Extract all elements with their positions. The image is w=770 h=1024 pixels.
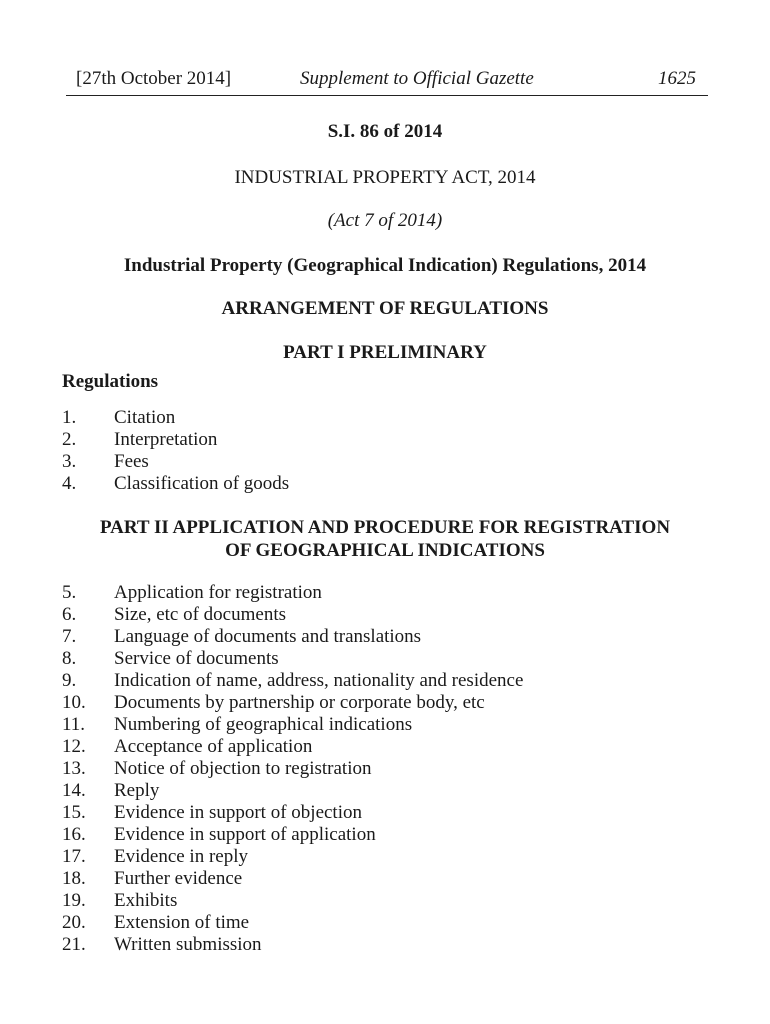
item-text: Classification of goods <box>114 473 290 494</box>
item-text: Numbering of geographical indications <box>114 714 413 735</box>
item-text: Size, etc of documents <box>114 604 287 625</box>
part1-title: PART I PRELIMINARY <box>283 342 487 363</box>
part2-title-line1: PART II APPLICATION AND PROCEDURE FOR REGISTRATION <box>99 517 671 538</box>
item-text: Evidence in support of application <box>114 824 376 845</box>
item-text: Interpretation <box>114 429 218 450</box>
item-text: Written submission <box>114 934 262 955</box>
item-number: 10. <box>62 692 86 713</box>
regulations-label: Regulations <box>62 371 159 392</box>
item-number: 20. <box>62 912 86 933</box>
part2-title <box>60 516 710 562</box>
item-number: 9. <box>62 670 77 691</box>
regulations-title: Industrial Property (Geographical Indication) Regulations, 2014 <box>123 255 647 276</box>
header-date: [27th October 2014] <box>76 68 232 89</box>
item-number: 14. <box>62 780 86 801</box>
item-number: 21. <box>62 934 86 955</box>
item-text: Exhibits <box>114 890 178 911</box>
item-number: 7. <box>62 626 77 647</box>
item-number: 19. <box>62 890 86 911</box>
header-page-number: 1625 <box>658 68 696 89</box>
item-text: Application for registration <box>114 582 322 603</box>
item-number: 8. <box>62 648 77 669</box>
item-text: Service of documents <box>114 648 279 669</box>
item-text: Acceptance of application <box>114 736 313 757</box>
item-number: 12. <box>62 736 86 757</box>
item-number: 4. <box>62 473 77 494</box>
act-number: (Act 7 of 2014) <box>327 210 443 231</box>
item-number: 11. <box>62 714 86 735</box>
item-number: 2. <box>62 429 77 450</box>
header-gazette-title: Supplement to Official Gazette <box>300 68 534 89</box>
item-text: Evidence in support of objection <box>114 802 362 823</box>
item-text: Evidence in reply <box>114 846 249 867</box>
item-text: Further evidence <box>114 868 243 889</box>
item-text: Citation <box>114 407 176 428</box>
item-text: Notice of objection to registration <box>114 758 372 779</box>
item-number: 3. <box>62 451 77 472</box>
item-number: 18. <box>62 868 86 889</box>
item-number: 13. <box>62 758 86 779</box>
arrangement-title: ARRANGEMENT OF REGULATIONS <box>221 298 549 319</box>
instrument-number: S.I. 86 of 2014 <box>327 121 443 142</box>
item-number: 1. <box>62 407 77 428</box>
item-number: 17. <box>62 846 86 867</box>
part2-title-line2: OF GEOGRAPHICAL INDICATIONS <box>225 540 545 561</box>
page-header <box>76 68 708 96</box>
header-divider <box>66 95 708 96</box>
item-text: Extension of time <box>114 912 250 933</box>
item-number: 15. <box>62 802 86 823</box>
item-number: 5. <box>62 582 77 603</box>
item-text: Language of documents and translations <box>114 626 422 647</box>
item-text: Fees <box>114 451 149 472</box>
item-text: Documents by partnership or corporate body, etc <box>114 692 485 713</box>
item-number: 16. <box>62 824 86 845</box>
item-text: Indication of name, address, nationality and residence <box>114 670 524 691</box>
item-number: 6. <box>62 604 77 625</box>
act-title: INDUSTRIAL PROPERTY ACT, 2014 <box>234 167 536 188</box>
item-text: Reply <box>114 780 160 801</box>
